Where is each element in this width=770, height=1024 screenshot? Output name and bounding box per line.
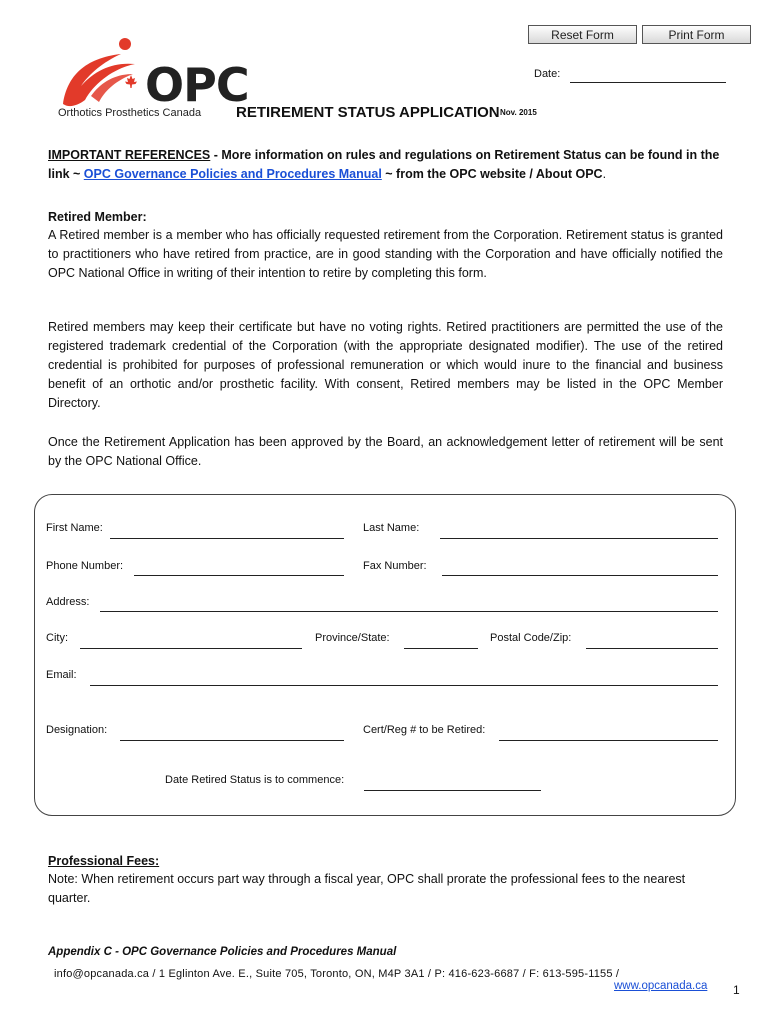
- last-name-label: Last Name:: [363, 522, 420, 534]
- commence-date-label: Date Retired Status is to commence:: [165, 774, 345, 786]
- city-label: City:: [46, 632, 68, 644]
- references-tail: ~ from the OPC website / About OPC: [381, 167, 603, 181]
- governance-manual-link[interactable]: OPC Governance Policies and Procedures Manual: [83, 167, 382, 181]
- title-date: Nov. 2015: [500, 108, 537, 117]
- print-form-button[interactable]: Print Form: [642, 25, 751, 44]
- maple-leaf-icon: [123, 74, 139, 90]
- address-field[interactable]: [100, 611, 718, 612]
- footer-address: info@opcanada.ca / 1 Eglinton Ave. E., Suite 705, Toronto, ON, M4P 3A1 / P: 416-623-6687 / F: 613-595-1155 /: [54, 968, 620, 980]
- province-field[interactable]: [404, 648, 478, 649]
- logo-subtitle: Orthotics Prosthetics Canada: [58, 107, 202, 119]
- page-number: 1: [733, 983, 740, 997]
- date-label: Date:: [534, 68, 561, 80]
- address-label: Address:: [46, 596, 90, 608]
- logo-mark: OPC: [145, 58, 249, 112]
- phone-field[interactable]: [134, 575, 344, 576]
- figure-swoosh-icon: [55, 36, 150, 108]
- references-text: - More information on rules and regulations on Retirement Status can be found in the link ~: [48, 148, 720, 181]
- postal-label: Postal Code/Zip:: [490, 632, 572, 644]
- important-references: [48, 146, 723, 184]
- fax-field[interactable]: [442, 575, 718, 576]
- retired-member-paragraph-2: Retired members may keep their certificate but have no voting rights. Retired practitioners are permitted the use of the registered trademark credential of the Corporation (with the appropriate designated modifier). The use of the retired credential is prohibited for purposes of professional remuneration or which would inure to the financial and business benefit of an orthotic and/or prosthetic facility. With consent, Retired members may be listed in the OPC Member Directory.: [48, 320, 723, 410]
- footer-website-link[interactable]: www.opcanada.ca: [614, 980, 708, 992]
- designation-field[interactable]: [120, 740, 344, 741]
- page-title: RETIREMENT STATUS APPLICATION: [236, 104, 500, 121]
- designation-label: Designation:: [46, 724, 108, 736]
- application-form: [34, 494, 736, 816]
- retired-member-paragraph-3: Once the Retirement Application has been approved by the Board, an acknowledgement letter of retirement will be sent by the OPC National Office.: [48, 435, 723, 468]
- references-lead: IMPORTANT REFERENCES: [48, 148, 211, 162]
- cert-label: Cert/Reg # to be Retired:: [363, 724, 486, 736]
- retired-member-paragraph-1: A Retired member is a member who has officially requested retirement from the Corporation. Retirement status is granted to practitioners who have retired from practice, are in good standing with the Corporation and have officially notified the OPC National Office in writing of their intention to retire by completing this form.: [48, 228, 723, 280]
- postal-field[interactable]: [586, 648, 718, 649]
- references-period: .: [602, 167, 607, 181]
- professional-fees-heading: Professional Fees:: [48, 854, 160, 868]
- province-label: Province/State:: [315, 632, 390, 644]
- cert-field[interactable]: [499, 740, 718, 741]
- phone-label: Phone Number:: [46, 560, 124, 572]
- city-field[interactable]: [80, 648, 302, 649]
- email-field[interactable]: [90, 685, 718, 686]
- first-name-field[interactable]: [110, 538, 344, 539]
- fax-label: Fax Number:: [363, 560, 427, 572]
- footer-title: Appendix C - OPC Governance Policies and Procedures Manual: [48, 946, 397, 958]
- email-label: Email:: [46, 669, 77, 681]
- opc-logo: [55, 36, 249, 122]
- reset-form-button[interactable]: Reset Form: [528, 25, 637, 44]
- last-name-field[interactable]: [440, 538, 718, 539]
- retired-member-heading: Retired Member:: [48, 210, 147, 224]
- professional-fees-note: Note: When retirement occurs part way through a fiscal year, OPC shall prorate the professional fees to the nearest quarter.: [48, 872, 686, 905]
- date-field[interactable]: [570, 82, 726, 83]
- first-name-label: First Name:: [46, 522, 103, 534]
- commence-date-field[interactable]: [364, 790, 541, 791]
